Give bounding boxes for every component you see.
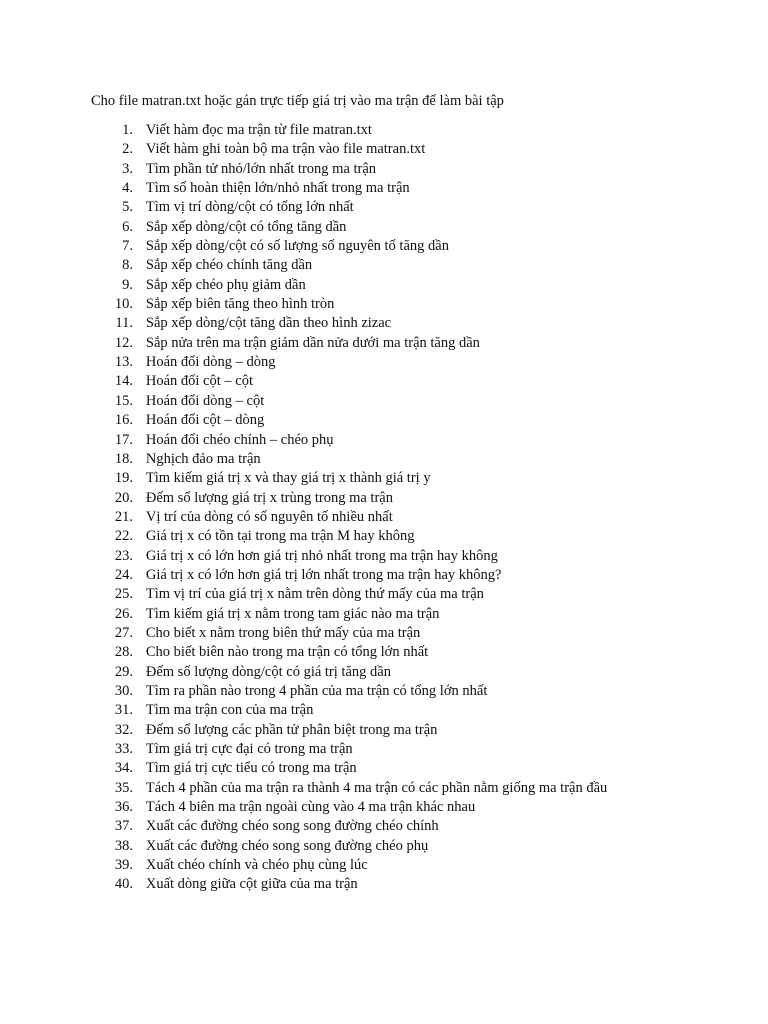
list-item-text: Tìm giá trị cực tiểu có trong ma trận — [145, 760, 357, 777]
list-item-number: 33. — [114, 741, 133, 757]
list-item-text: Sắp xếp dòng/cột tăng dần theo hình zizac — [145, 315, 392, 332]
list-item-number: 23. — [114, 547, 133, 564]
list-item-text: Tách 4 phần của ma trận ra thành 4 ma trận có các phần nằm giống ma trận đầu — [145, 779, 608, 796]
list-item-text: Vị trí của dòng có số nguyên tố nhiều nhất — [145, 508, 393, 525]
list-item-number: 24. — [114, 566, 133, 583]
list-item-text: Xuất dòng giữa cột giữa của ma trận — [145, 876, 358, 893]
list-item — [91, 392, 731, 411]
list-item — [91, 605, 731, 624]
list-item-text: Giá trị x có lớn hơn giá trị nhỏ nhất trong ma trận hay không — [145, 547, 498, 564]
list-item-number: 25. — [114, 586, 133, 603]
list-item-number: 27. — [114, 624, 133, 641]
list-item-text: Viết hàm ghi toàn bộ ma trận vào file matran.txt — [145, 141, 426, 158]
list-item-text: Sắp xếp chéo phụ giảm dần — [145, 276, 306, 293]
list-item-text: Cho biết biên nào trong ma trận có tổng lớn nhất — [145, 644, 429, 661]
list-item — [91, 140, 731, 159]
list-item-number: 29. — [114, 663, 133, 680]
list-item-number: 37. — [114, 818, 133, 835]
list-item-text: Tìm số hoàn thiện lớn/nhỏ nhất trong ma trận — [145, 180, 410, 197]
list-item-number: 31. — [114, 702, 133, 719]
list-item-text: Đếm số lượng dòng/cột có giá trị tăng dần — [145, 663, 391, 680]
list-item-text: Tìm giá trị cực đại có trong ma trận — [145, 741, 353, 757]
list-item-number: 9. — [122, 276, 133, 293]
list-item-text: Tìm kiếm giá trị x và thay giá trị x thành giá trị y — [145, 470, 431, 487]
list-item-text: Hoán đổi dòng – dòng — [145, 354, 276, 371]
list-item-number: 5. — [122, 199, 133, 216]
list-item-text: Hoán đổi cột – dòng — [145, 412, 265, 429]
list-item-number: 40. — [114, 876, 133, 893]
list-item-text: Nghịch đảo ma trận — [145, 450, 261, 467]
list-item-number: 18. — [114, 450, 133, 467]
list-item — [91, 682, 731, 701]
list-item — [91, 160, 731, 179]
list-item-text: Sắp xếp dòng/cột có số lượng số nguyên tố tăng dần — [145, 238, 449, 255]
list-item-text: Sắp xếp dòng/cột có tổng tăng dần — [145, 218, 347, 235]
list-item-number: 19. — [114, 470, 133, 487]
list-item-text: Đếm số lượng giá trị x trùng trong ma trận — [145, 489, 393, 506]
list-item-number: 21. — [114, 508, 133, 525]
list-item — [91, 469, 731, 488]
list-item — [91, 663, 731, 682]
list-item — [91, 218, 731, 237]
list-item-number: 8. — [122, 257, 133, 274]
list-item-number: 1. — [122, 122, 133, 138]
list-item-text: Tìm vị trí của giá trị x nằm trên dòng thứ mấy của ma trận — [145, 586, 484, 603]
list-item-text: Hoán đổi chéo chính – chéo phụ — [145, 431, 334, 448]
list-item — [91, 701, 731, 720]
list-item-number: 4. — [122, 180, 133, 197]
list-item-text: Xuất các đường chéo song song đường chéo phụ — [145, 837, 429, 854]
list-item — [91, 547, 731, 566]
list-item-text: Xuất chéo chính và chéo phụ cùng lúc — [145, 857, 368, 874]
list-item — [91, 740, 731, 759]
task-list — [91, 121, 731, 895]
list-item — [91, 256, 731, 275]
list-item-number: 28. — [114, 644, 133, 661]
list-item-number: 12. — [114, 334, 133, 351]
list-item — [91, 721, 731, 740]
list-item-text: Hoán đổi dòng – cột — [145, 392, 265, 409]
list-item-text: Sắp xếp biên tăng theo hình tròn — [145, 296, 335, 313]
list-item — [91, 198, 731, 217]
list-item-number: 14. — [114, 373, 133, 390]
list-item-number: 32. — [114, 721, 133, 738]
list-item-text: Tìm ra phần nào trong 4 phần của ma trận có tổng lớn nhất — [145, 682, 488, 699]
list-item — [91, 759, 731, 778]
list-item — [91, 624, 731, 643]
list-item-number: 11. — [115, 315, 133, 332]
list-item-number: 30. — [114, 682, 133, 699]
list-item — [91, 314, 731, 333]
list-item-number: 36. — [114, 799, 133, 816]
document-intro: Cho file matran.txt hoặc gán trực tiếp giá trị vào ma trận để làm bài tập — [91, 93, 504, 109]
list-item-number: 17. — [114, 431, 133, 448]
list-item-number: 39. — [114, 857, 133, 874]
list-item — [91, 411, 731, 430]
list-item — [91, 489, 731, 508]
list-item-number: 15. — [114, 392, 133, 409]
list-item — [91, 237, 731, 256]
list-item — [91, 179, 731, 198]
list-item-text: Tìm ma trận con của ma trận — [145, 702, 314, 719]
list-item-number: 13. — [114, 354, 133, 371]
list-item-text: Tìm kiếm giá trị x nằm trong tam giác nào ma trận — [145, 605, 440, 622]
list-item — [91, 875, 731, 894]
list-item — [91, 334, 731, 353]
list-item — [91, 527, 731, 546]
list-item-number: 38. — [114, 837, 133, 854]
list-item-number: 22. — [114, 528, 133, 545]
list-item-number: 10. — [114, 296, 133, 313]
list-item — [91, 372, 731, 391]
list-item-number: 16. — [114, 412, 133, 429]
list-item — [91, 431, 731, 450]
list-item — [91, 276, 731, 295]
list-item — [91, 353, 731, 372]
list-item-number: 3. — [122, 160, 133, 177]
list-item-text: Viết hàm đọc ma trận từ file matran.txt — [145, 122, 372, 138]
list-item — [91, 817, 731, 836]
list-item-text: Giá trị x có tồn tại trong ma trận M hay không — [145, 528, 415, 545]
list-item — [91, 121, 731, 140]
list-item — [91, 837, 731, 856]
list-item — [91, 798, 731, 817]
list-item — [91, 585, 731, 604]
list-item — [91, 450, 731, 469]
list-item-number: 2. — [122, 141, 133, 158]
list-item-number: 35. — [114, 779, 133, 796]
list-item — [91, 643, 731, 662]
list-item-text: Cho biết x nằm trong biên thứ mấy của ma trận — [145, 624, 421, 641]
list-item — [91, 295, 731, 314]
list-item — [91, 566, 731, 585]
list-item — [91, 508, 731, 527]
list-item — [91, 856, 731, 875]
list-item-text: Tách 4 biên ma trận ngoài cùng vào 4 ma trận khác nhau — [145, 799, 476, 816]
list-item-number: 26. — [114, 605, 133, 622]
list-item-text: Giá trị x có lớn hơn giá trị lớn nhất trong ma trận hay không? — [145, 566, 502, 583]
list-item-text: Hoán đổi cột – cột — [145, 373, 253, 390]
list-item-number: 6. — [122, 218, 133, 235]
list-item-text: Tìm vị trí dòng/cột có tổng lớn nhất — [145, 199, 354, 216]
list-item-text: Sắp xếp chéo chính tăng dần — [145, 257, 313, 274]
list-item-number: 7. — [122, 238, 133, 255]
list-item-number: 34. — [114, 760, 133, 777]
list-item-text: Xuất các đường chéo song song đường chéo chính — [145, 818, 439, 835]
list-item-text: Sắp nửa trên ma trận giảm dần nửa dưới ma trận tăng dần — [145, 334, 480, 351]
list-item-number: 20. — [114, 489, 133, 506]
list-item — [91, 779, 731, 798]
list-item-text: Tìm phần tử nhỏ/lớn nhất trong ma trận — [145, 160, 377, 177]
list-item-text: Đếm số lượng các phần tử phân biệt trong ma trận — [145, 721, 438, 738]
